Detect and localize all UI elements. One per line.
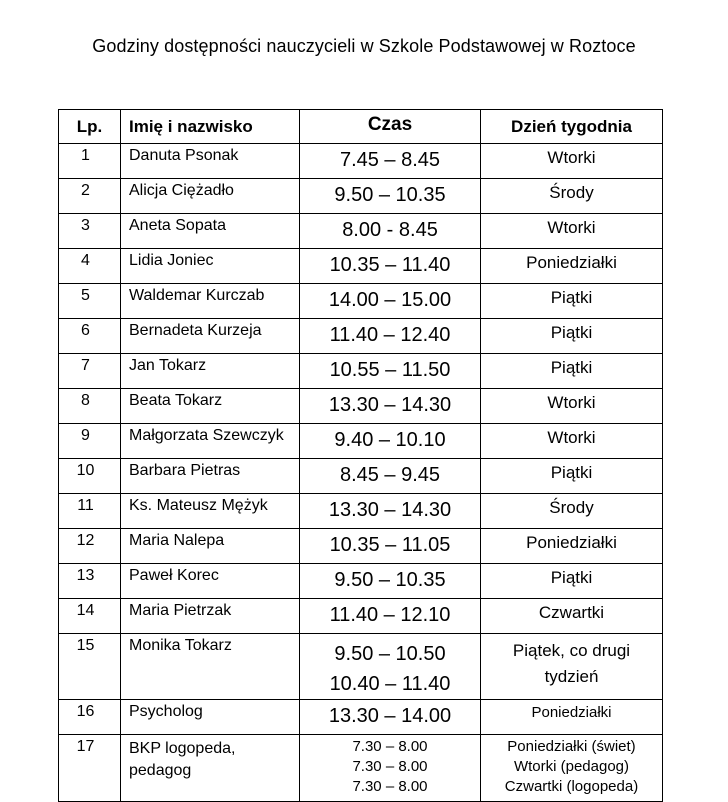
table-row bbox=[59, 459, 663, 494]
cell-name bbox=[121, 735, 300, 802]
cell-time: 10.35 – 11.05 bbox=[300, 529, 481, 564]
table-row bbox=[59, 284, 663, 319]
cell-name: Paweł Korec bbox=[121, 564, 300, 599]
cell-name: Psycholog bbox=[121, 700, 300, 735]
cell-name: Maria Pietrzak bbox=[121, 599, 300, 634]
table-row bbox=[59, 389, 663, 424]
name-line: pedagog bbox=[129, 762, 192, 779]
table-row bbox=[59, 249, 663, 284]
cell-time: 7.45 – 8.45 bbox=[300, 144, 481, 179]
cell-time: 13.30 – 14.00 bbox=[300, 700, 481, 735]
cell-day bbox=[481, 735, 663, 802]
cell-name: Danuta Psonak bbox=[121, 144, 300, 179]
cell-lp: 4 bbox=[59, 249, 121, 284]
table-row bbox=[59, 634, 663, 700]
table-row bbox=[59, 214, 663, 249]
table-row bbox=[59, 700, 663, 735]
cell-name: Lidia Joniec bbox=[121, 249, 300, 284]
cell-name: Ks. Mateusz Mężyk bbox=[121, 494, 300, 529]
cell-day: Wtorki bbox=[481, 144, 663, 179]
cell-time: 9.50 – 10.35 bbox=[300, 179, 481, 214]
time-line: 7.30 – 8.00 bbox=[352, 758, 428, 775]
header-day: Dzień tygodnia bbox=[481, 110, 663, 144]
cell-time: 8.45 – 9.45 bbox=[300, 459, 481, 494]
time-line: 7.30 – 8.00 bbox=[352, 738, 428, 755]
cell-time: 9.40 – 10.10 bbox=[300, 424, 481, 459]
cell-day: Środy bbox=[481, 494, 663, 529]
cell-time: 8.00 - 8.45 bbox=[300, 214, 481, 249]
cell-lp: 17 bbox=[59, 735, 121, 802]
cell-name: Maria Nalepa bbox=[121, 529, 300, 564]
header-time: Czas bbox=[300, 110, 481, 144]
cell-name: Aneta Sopata bbox=[121, 214, 300, 249]
cell-lp: 11 bbox=[59, 494, 121, 529]
availability-table bbox=[58, 109, 663, 802]
cell-name: Alicja Ciężadło bbox=[121, 179, 300, 214]
cell-lp: 7 bbox=[59, 354, 121, 389]
cell-time: 9.50 – 10.35 bbox=[300, 564, 481, 599]
table-row bbox=[59, 529, 663, 564]
table-row bbox=[59, 494, 663, 529]
cell-day: Piątki bbox=[481, 459, 663, 494]
cell-time: 13.30 – 14.30 bbox=[300, 389, 481, 424]
cell-day: Wtorki bbox=[481, 424, 663, 459]
cell-time: 11.40 – 12.40 bbox=[300, 319, 481, 354]
day-line: Wtorki (pedagog) bbox=[513, 758, 630, 775]
cell-lp: 14 bbox=[59, 599, 121, 634]
cell-name: Waldemar Kurczab bbox=[121, 284, 300, 319]
cell-day: Poniedziałki bbox=[481, 249, 663, 284]
table-row bbox=[59, 179, 663, 214]
cell-name: Bernadeta Kurzeja bbox=[121, 319, 300, 354]
cell-time: 11.40 – 12.10 bbox=[300, 599, 481, 634]
cell-lp: 9 bbox=[59, 424, 121, 459]
cell-time: 10.55 – 11.50 bbox=[300, 354, 481, 389]
cell-name: Barbara Pietras bbox=[121, 459, 300, 494]
cell-lp: 15 bbox=[59, 634, 121, 700]
time-line: 9.50 – 10.50 bbox=[334, 643, 446, 665]
cell-lp: 13 bbox=[59, 564, 121, 599]
cell-day: Czwartki bbox=[481, 599, 663, 634]
cell-time bbox=[300, 634, 481, 700]
cell-day: Poniedziałki bbox=[481, 529, 663, 564]
cell-name: Małgorzata Szewczyk bbox=[121, 424, 300, 459]
cell-time: 13.30 – 14.30 bbox=[300, 494, 481, 529]
table-row bbox=[59, 599, 663, 634]
cell-day: Środy bbox=[481, 179, 663, 214]
day-line: Piątek, co drugi bbox=[512, 641, 631, 660]
cell-lp: 3 bbox=[59, 214, 121, 249]
day-line: tydzień bbox=[544, 667, 599, 686]
page-title: Godziny dostępności nauczycieli w Szkole Podstawowej w Roztoce bbox=[92, 36, 636, 56]
day-line: Poniedziałki (świet) bbox=[507, 738, 636, 755]
table-header-row bbox=[59, 110, 663, 144]
cell-time bbox=[300, 735, 481, 802]
cell-day: Piątki bbox=[481, 319, 663, 354]
table-row bbox=[59, 564, 663, 599]
cell-name: Jan Tokarz bbox=[121, 354, 300, 389]
cell-lp: 8 bbox=[59, 389, 121, 424]
cell-lp: 5 bbox=[59, 284, 121, 319]
cell-time: 14.00 – 15.00 bbox=[300, 284, 481, 319]
cell-lp: 16 bbox=[59, 700, 121, 735]
cell-name: Monika Tokarz bbox=[121, 634, 300, 700]
table-row bbox=[59, 424, 663, 459]
table-row bbox=[59, 735, 663, 802]
time-line: 7.30 – 8.00 bbox=[352, 778, 428, 795]
cell-lp: 6 bbox=[59, 319, 121, 354]
cell-day: Piątki bbox=[481, 284, 663, 319]
table-row bbox=[59, 319, 663, 354]
table-row bbox=[59, 354, 663, 389]
day-line: Czwartki (logopeda) bbox=[504, 778, 639, 795]
cell-day: Wtorki bbox=[481, 389, 663, 424]
cell-name: Beata Tokarz bbox=[121, 389, 300, 424]
header-name: Imię i nazwisko bbox=[121, 110, 300, 144]
cell-time: 10.35 – 11.40 bbox=[300, 249, 481, 284]
table-row bbox=[59, 144, 663, 179]
name-line: BKP logopeda, bbox=[129, 740, 236, 757]
cell-day: Wtorki bbox=[481, 214, 663, 249]
cell-day: Piątki bbox=[481, 354, 663, 389]
cell-lp: 2 bbox=[59, 179, 121, 214]
cell-day: Piątki bbox=[481, 564, 663, 599]
cell-lp: 12 bbox=[59, 529, 121, 564]
cell-day bbox=[481, 634, 663, 700]
time-line: 10.40 – 11.40 bbox=[329, 673, 451, 695]
cell-day: Poniedziałki bbox=[481, 700, 663, 735]
cell-lp: 10 bbox=[59, 459, 121, 494]
cell-lp: 1 bbox=[59, 144, 121, 179]
header-lp: Lp. bbox=[59, 110, 121, 144]
